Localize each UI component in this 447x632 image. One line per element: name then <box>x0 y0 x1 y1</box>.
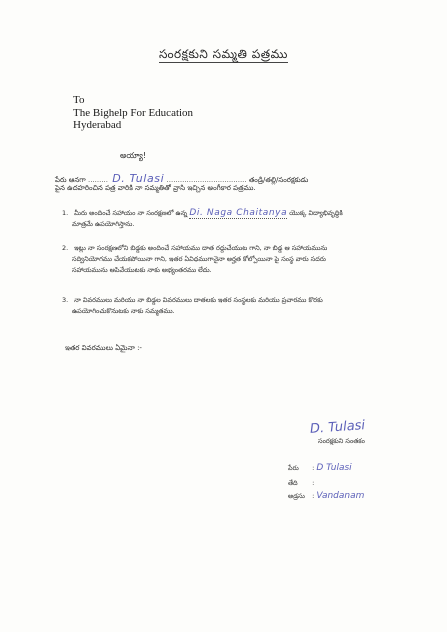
footer-address-row <box>288 491 364 502</box>
recipient-address <box>73 94 193 132</box>
intro-prefix: పేరు ఆనగా <box>55 176 86 184</box>
clause-3-line-1: నా వివరములు మరియు నా బిడ్డల వివరములు దాతలకు ఇతర సంస్థలకు మరియు ప్రచారము కొరకు <box>74 296 323 304</box>
clause-2-line-3: సహాయమును ఆపివేయుటకు నాకు అభ్యంతరము లేదు. <box>72 266 212 274</box>
clause-2 <box>62 243 327 276</box>
other-details-label: ఇతర వివరములు ఏమైనా :- <box>65 344 142 352</box>
footer-date-row <box>288 478 314 489</box>
footer-name-label: పేరు <box>288 464 299 472</box>
clause-2-line-2: సద్వినియోగము చేయకపోయినా గాని, ఇతర ఏవిధముగానైనా అర్హత కోల్పోయినా పై సంస్థ వారు సదరు <box>72 255 326 263</box>
clause-1 <box>62 208 343 230</box>
footer-name-row <box>288 463 352 474</box>
intro-suffix: తండ్రి/తల్లి/సంరక్షకుడు <box>248 176 309 184</box>
footer-address-sep: : <box>312 492 315 500</box>
address-city: Hyderabad <box>73 119 122 131</box>
address-org: The Bighelp For Education <box>73 106 194 119</box>
footer-address-label: అడ్రసు <box>288 492 305 500</box>
footer-date-label: తేది <box>288 479 298 487</box>
clause-1-before: మీరు అందించే సహాయం నా సంరక్షణలో ఉన్న <box>74 209 188 217</box>
form-title-text: సంరక్షకుని సమ్మతి పత్రము <box>159 47 288 61</box>
clause-3-number: 3. <box>62 296 69 304</box>
footer-name-value: D Tulasi <box>316 463 352 473</box>
footer-address-value: Vandanam <box>316 491 365 501</box>
intro-line-2: పైన ఉదహరించిన పత్ర వారికి నా సమ్మతితో వ్రాసి ఇచ్చిన అంగీకార పత్రము. <box>55 184 256 192</box>
footer-date-sep: : <box>312 479 315 487</box>
greeting: అయ్యా! <box>120 151 147 160</box>
clause-1-number: 1. <box>62 209 69 217</box>
clause-3-line-2: ఉపయోగించుకొనుటకు నాకు సమ్మతము. <box>72 307 175 315</box>
clause-3 <box>62 295 323 317</box>
form-title <box>0 47 447 64</box>
intro-dots-after: .................................... <box>166 176 247 184</box>
clause-1-after: యొక్క విద్యాభివృద్ధికి <box>289 209 343 217</box>
intro-dots-before: ......... <box>87 176 108 184</box>
child-name-handwritten: Di. Naga Chaitanya <box>189 208 288 218</box>
guardian-signature: D. Tulasi <box>309 418 366 437</box>
parent-name-handwritten: D. Tulasi <box>112 172 165 185</box>
signature-label: సంరక్షకుని సంతకం <box>318 437 365 445</box>
address-to: To <box>73 94 85 106</box>
footer-name-sep: : <box>312 464 315 472</box>
clause-2-number: 2. <box>62 244 69 252</box>
clause-1-line-2: మాత్రమే ఉపయోగిస్తాను. <box>72 220 135 228</box>
clause-2-line-1: ఇట్లు నా సంరక్షణలోని బిడ్డకు అందించే సహాయము దాత రద్దుచేయుట గాని, నా బిడ్డ ఆ సహాయమును <box>74 244 328 252</box>
